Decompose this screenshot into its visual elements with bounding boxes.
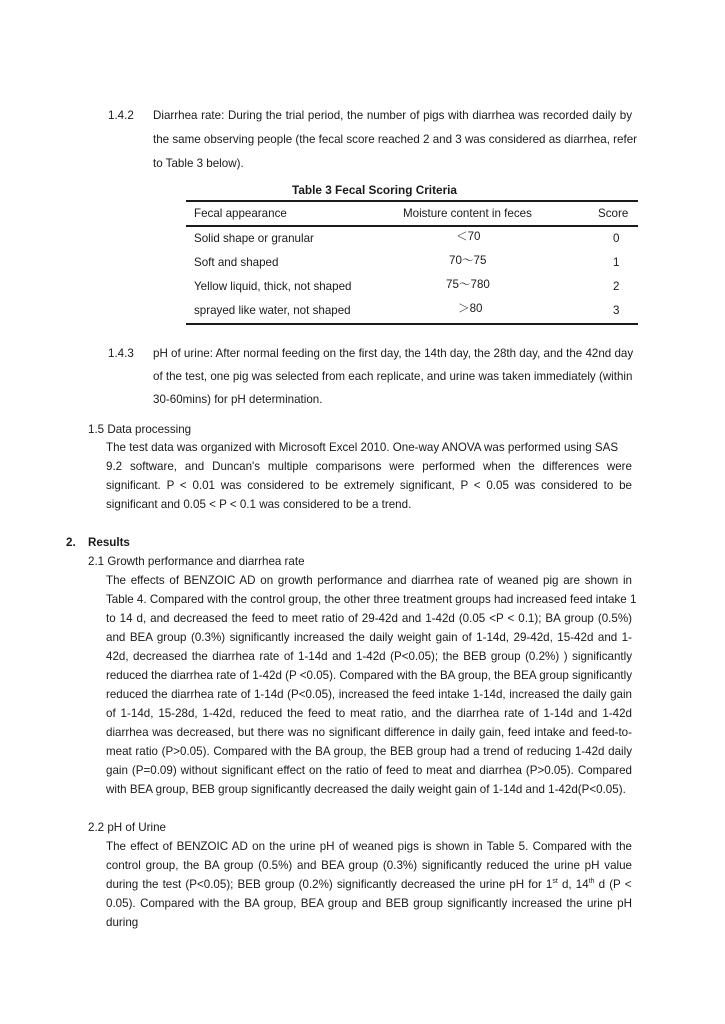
paragraph-line: reduced the diarrhea rate of 1-14d (P<0.05), increased the feed intake 1-14d, increased the daily gain <box>106 688 632 701</box>
section-heading-results: Results <box>88 536 130 549</box>
paragraph-line: pH of urine: After normal feeding on the first day, the 14th day, the 28th day, and the 42nd day <box>153 347 634 360</box>
section-heading-1-5: 1.5 Data processing <box>88 423 192 436</box>
superscript: st <box>552 878 558 885</box>
paragraph-line: 42d, decreased the diarrhea rate of 1-14d and 1-42d (P<0.05); the BEB group (0.2%) ) significantly <box>106 650 632 663</box>
table-cell: 0 <box>613 232 620 245</box>
paragraph-line: to Table 3 below). <box>153 157 244 170</box>
table-cell: 70～75 <box>449 254 487 267</box>
paragraph-line: The test data was organized with Microsoft Excel 2010. One-way ANOVA was performed using SAS <box>106 441 619 454</box>
table-header-cell: Fecal appearance <box>194 207 287 220</box>
table-cell: sprayed like water, not shaped <box>194 304 351 317</box>
paragraph-line: with BEA group, BEB group significantly decreased the daily weight gain of 1-14d and 1-42d(P<0.05). <box>106 783 626 796</box>
section-heading-2-1: 2.1 Growth performance and diarrhea rate <box>88 555 305 568</box>
table-header-rule <box>186 225 638 227</box>
paragraph-line: to 14 d, and decreased the feed to meet ratio of 29-42d and 1-42d (0.05 <P < 0.1); BA group (0.5%) <box>106 612 632 625</box>
section-heading-2-2: 2.2 pH of Urine <box>88 821 166 834</box>
table-header-cell: Score <box>598 207 629 220</box>
paragraph-line: The effects of BENZOIC AD on growth performance and diarrhea rate of weaned pig are shown in <box>106 574 632 587</box>
table-cell: 75～780 <box>446 278 490 291</box>
table-cell: ＞80 <box>458 302 483 315</box>
table-header-cell: Moisture content in feces <box>403 207 532 220</box>
paragraph-line: 0.05). Compared with the BA group, BEA group and BEB group significantly increased the urine pH <box>106 897 632 910</box>
paragraph-line: 30-60mins) for pH determination. <box>153 393 323 406</box>
table-cell: Soft and shaped <box>194 256 279 269</box>
table-cell: ＜70 <box>456 230 481 243</box>
paragraph-line: Table 4. Compared with the control group, the other three treatment groups had increased feed intake 1 <box>106 593 637 606</box>
table-cell: Solid shape or granular <box>194 232 314 245</box>
paragraph-line: significant and 0.05 < P < 0.1 was considered to be a trend. <box>106 498 412 511</box>
paragraph-line: gain (P=0.09) without significant effect on the ratio of feed to meat and diarrhea (P>0.05). Compared <box>106 764 632 777</box>
text-run: d (P < <box>594 878 632 891</box>
table-title: Table 3 Fecal Scoring Criteria <box>292 183 457 197</box>
paragraph-line: of 1-14d, 15-28d, 1-42d, reduced the feed to meat ratio, and the diarrhea rate of 1-14d and 1-42d <box>106 707 632 720</box>
superscript: th <box>588 878 595 885</box>
paragraph-line: significant. P < 0.01 was considered to be extremely significant, P < 0.05 was considered to be <box>106 479 632 492</box>
section-number-1-4-2: 1.4.2 <box>108 109 134 122</box>
table-cell: 2 <box>613 280 620 293</box>
paragraph-line: and BEA group (0.3%) significantly increased the daily weight gain of 1-14d, 29-42d, 15-42d and 1- <box>106 631 632 644</box>
paragraph-line: Diarrhea rate: During the trial period, the number of pigs with diarrhea was recorded daily by <box>153 109 632 122</box>
paragraph-line: reduced the diarrhea rate of 1-42d (P <0.05). Compared with the BA group, the BEA group significantly <box>106 669 633 682</box>
paragraph-line <box>106 878 631 892</box>
paragraph-line: 9.2 software, and Duncan's multiple comparisons were performed when the differences were <box>106 460 632 473</box>
section-number-1-4-3: 1.4.3 <box>108 347 134 360</box>
text-run: d, 14 <box>557 878 589 891</box>
paragraph-line: the same observing people (the fecal score reached 2 and 3 was considered as diarrhea, refer <box>153 133 637 146</box>
text-run: during the test (P<0.05); BEB group (0.2%) significantly decreased the urine pH for 1 <box>106 878 553 891</box>
paragraph-line: during <box>106 916 139 929</box>
paragraph-line: The effect of BENZOIC AD on the urine pH of weaned pigs is shown in Table 5. Compared with the <box>106 840 632 853</box>
table-bottom-rule <box>186 323 638 325</box>
section-number-2: 2. <box>66 536 76 549</box>
paragraph-line: meat ratio (P>0.05). Compared with the BA group, the BEB group had a trend of reducing 1-42d daily <box>106 745 632 758</box>
table-top-rule <box>186 200 638 202</box>
paragraph-line: of the test, one pig was selected from each replicate, and urine was taken immediately (within <box>153 370 633 383</box>
table-cell: 1 <box>613 256 620 269</box>
table-cell: Yellow liquid, thick, not shaped <box>194 280 352 293</box>
paragraph-line: control group, the BA group (0.5%) and BEA group (0.3%) significantly reduced the urine pH value <box>106 859 632 872</box>
table-cell: 3 <box>613 304 620 317</box>
paragraph-line: diarrhea was decreased, but there was no significant difference in daily gain, feed intake and feed-to- <box>106 726 632 739</box>
